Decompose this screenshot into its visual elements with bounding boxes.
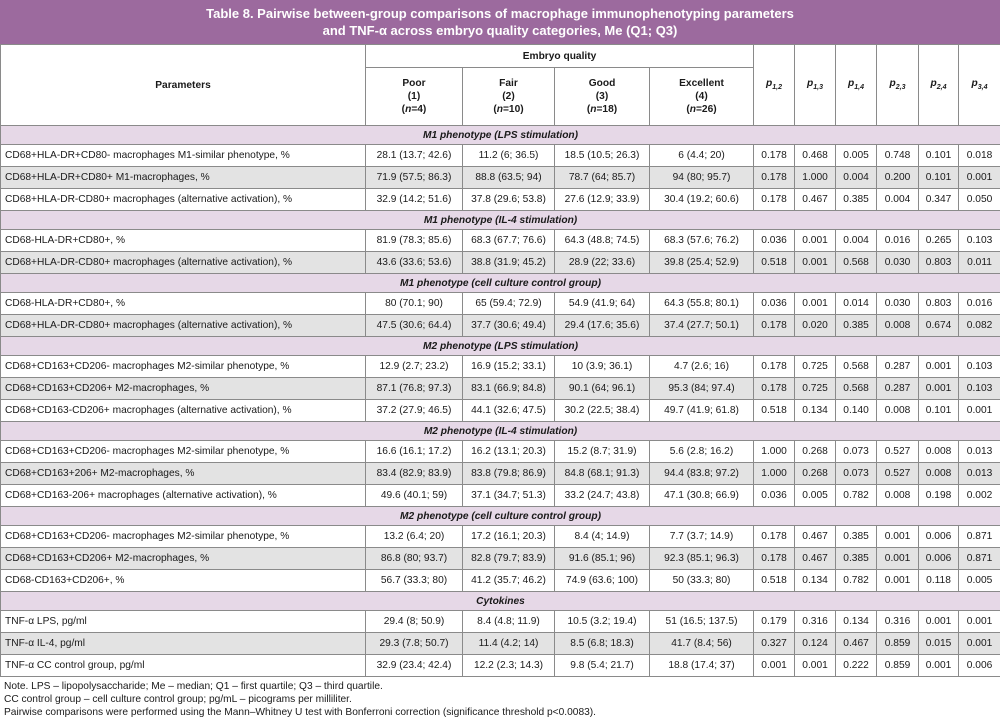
table-row (1, 570, 1000, 592)
p-value-cell: 0.222 (836, 655, 877, 677)
p-value-cell: 0.103 (959, 378, 1000, 400)
median-cell: 8.4 (4.8; 11.9) (463, 611, 555, 633)
median-cell: 32.9 (23.4; 42.4) (366, 655, 463, 677)
p-value-cell: 0.006 (919, 526, 959, 548)
parameter-cell: CD68-HLA-DR+CD80+, % (1, 230, 366, 252)
median-cell: 54.9 (41.9; 64) (555, 293, 650, 315)
median-cell: 83.8 (79.8; 86.9) (463, 463, 555, 485)
p-value-cell: 0.001 (754, 655, 795, 677)
median-cell: 10.5 (3.2; 19.4) (555, 611, 650, 633)
p-value-cell: 1.000 (795, 167, 836, 189)
p-value-cell: 0.101 (919, 145, 959, 167)
note-line-3: Pairwise comparisons were performed using the Mann–Whitney U test with Bonferroni correction (significance threshold p<0.0083). (4, 706, 996, 719)
p-value-cell: 0.871 (959, 526, 1000, 548)
n-symbol: n (497, 104, 503, 115)
median-cell: 5.6 (2.8; 16.2) (650, 441, 754, 463)
p-value-cell: 0.385 (836, 548, 877, 570)
p-value-cell: 0.568 (836, 252, 877, 274)
median-cell: 83.1 (66.9; 84.8) (463, 378, 555, 400)
median-cell: 12.9 (2.7; 23.2) (366, 356, 463, 378)
median-cell: 29.4 (8; 50.9) (366, 611, 463, 633)
p-label: p (766, 78, 772, 89)
column-header-poor (366, 68, 463, 126)
p-value-cell: 0.004 (877, 189, 919, 211)
p-value-cell: 0.178 (754, 315, 795, 337)
p-value-cell: 0.140 (836, 400, 877, 422)
p-value-cell: 0.568 (836, 356, 877, 378)
median-cell: 47.1 (30.8; 66.9) (650, 485, 754, 507)
n-value: =4) (411, 104, 426, 115)
table-row (1, 145, 1000, 167)
column-header-fair (463, 68, 555, 126)
p-label: p (890, 78, 896, 89)
section-title: M1 phenotype (IL-4 stimulation) (1, 211, 1000, 230)
p-value-cell: 0.073 (836, 463, 877, 485)
parameter-cell: CD68+CD163+CD206+ M2-macrophages, % (1, 548, 366, 570)
group-name: Poor (370, 77, 458, 90)
median-cell: 15.2 (8.7; 31.9) (555, 441, 650, 463)
table-row (1, 548, 1000, 570)
median-cell: 13.2 (6.4; 20) (366, 526, 463, 548)
table-row (1, 400, 1000, 422)
p-value-cell: 0.008 (919, 441, 959, 463)
p-value-cell: 0.103 (959, 230, 1000, 252)
median-cell: 74.9 (63.6; 100) (555, 570, 650, 592)
n-symbol: n (590, 104, 596, 115)
median-cell: 9.8 (5.4; 21.7) (555, 655, 650, 677)
note-line-1: Note. LPS – lipopolysaccharide; Me – median; Q1 – first quartile; Q3 – third quartile. (4, 680, 996, 693)
p-value-cell: 0.001 (919, 611, 959, 633)
p-value-cell: 0.005 (795, 485, 836, 507)
p-value-cell: 0.020 (795, 315, 836, 337)
p-value-cell: 0.008 (877, 315, 919, 337)
median-cell: 32.9 (14.2; 51.6) (366, 189, 463, 211)
section-title: M2 phenotype (LPS stimulation) (1, 337, 1000, 356)
section-title: M2 phenotype (IL-4 stimulation) (1, 422, 1000, 441)
p-value-cell: 0.001 (919, 378, 959, 400)
parameter-cell: CD68+CD163+CD206- macrophages M2-similar phenotype, % (1, 356, 366, 378)
p-value-cell: 0.268 (795, 441, 836, 463)
table-row (1, 378, 1000, 400)
p-value-cell: 0.782 (836, 570, 877, 592)
section-header-row (1, 422, 1000, 441)
p-value-cell: 0.134 (836, 611, 877, 633)
p-value-cell: 0.001 (795, 655, 836, 677)
table-title-line-2: and TNF-α across embryo quality categories, Me (Q1; Q3) (0, 22, 1000, 39)
table-row (1, 230, 1000, 252)
p-value-cell: 0.015 (919, 633, 959, 655)
section-title: Cytokines (1, 592, 1000, 611)
column-header-excellent (650, 68, 754, 126)
p-value-cell: 0.178 (754, 356, 795, 378)
p-value-cell: 0.013 (959, 463, 1000, 485)
median-cell: 12.2 (2.3; 14.3) (463, 655, 555, 677)
p-value-cell: 0.124 (795, 633, 836, 655)
median-cell: 68.3 (67.7; 76.6) (463, 230, 555, 252)
p-value-cell: 0.006 (959, 655, 1000, 677)
p-value-cell: 0.001 (877, 526, 919, 548)
section-title: M1 phenotype (cell culture control group) (1, 274, 1000, 293)
p-value-cell: 0.316 (795, 611, 836, 633)
p-value-cell: 0.001 (877, 570, 919, 592)
parameter-cell: CD68-HLA-DR+CD80+, % (1, 293, 366, 315)
p-label: p (848, 78, 854, 89)
section-header-row (1, 274, 1000, 293)
p-value-cell: 1.000 (754, 441, 795, 463)
p-value-cell: 0.050 (959, 189, 1000, 211)
p-value-cell: 0.008 (877, 485, 919, 507)
median-cell: 83.4 (82.9; 83.9) (366, 463, 463, 485)
parameter-cell: CD68+CD163+CD206- macrophages M2-similar phenotype, % (1, 441, 366, 463)
p-value-cell: 0.803 (919, 252, 959, 274)
p-value-cell: 0.527 (877, 463, 919, 485)
median-cell: 49.7 (41.9; 61.8) (650, 400, 754, 422)
p-label: p (972, 78, 978, 89)
p-value-cell: 0.036 (754, 230, 795, 252)
median-cell: 16.2 (13.1; 20.3) (463, 441, 555, 463)
group-n: (n=18) (559, 103, 645, 116)
p-value-cell: 0.467 (836, 633, 877, 655)
p-value-cell: 0.178 (754, 378, 795, 400)
median-cell: 94.4 (83.8; 97.2) (650, 463, 754, 485)
p-value-cell: 0.030 (877, 252, 919, 274)
section-title: M1 phenotype (LPS stimulation) (1, 126, 1000, 145)
median-cell: 8.4 (4; 14.9) (555, 526, 650, 548)
median-cell: 16.9 (15.2; 33.1) (463, 356, 555, 378)
parameter-cell: CD68+HLA-DR+CD80+ M1-macrophages, % (1, 167, 366, 189)
p-value-cell: 0.001 (959, 633, 1000, 655)
p-subscript: 1,3 (813, 85, 823, 92)
median-cell: 17.2 (16.1; 20.3) (463, 526, 555, 548)
group-number: (4) (654, 90, 749, 103)
p-value-cell: 0.005 (836, 145, 877, 167)
p-value-cell: 0.004 (836, 230, 877, 252)
median-cell: 41.7 (8.4; 56) (650, 633, 754, 655)
p-value-cell: 0.001 (795, 252, 836, 274)
column-header-p12 (754, 45, 795, 126)
p-value-cell: 0.030 (877, 293, 919, 315)
p-value-cell: 0.001 (919, 356, 959, 378)
median-cell: 8.5 (6.8; 18.3) (555, 633, 650, 655)
median-cell: 64.3 (55.8; 80.1) (650, 293, 754, 315)
table-row (1, 485, 1000, 507)
median-cell: 82.8 (79.7; 83.9) (463, 548, 555, 570)
median-cell: 30.2 (22.5; 38.4) (555, 400, 650, 422)
median-cell: 30.4 (19.2; 60.6) (650, 189, 754, 211)
table-row (1, 189, 1000, 211)
p-value-cell: 0.036 (754, 293, 795, 315)
parameter-cell: CD68+CD163+CD206- macrophages M2-similar phenotype, % (1, 526, 366, 548)
p-value-cell: 0.178 (754, 189, 795, 211)
median-cell: 43.6 (33.6; 53.6) (366, 252, 463, 274)
group-name: Good (559, 77, 645, 90)
p-value-cell: 0.316 (877, 611, 919, 633)
median-cell: 27.6 (12.9; 33.9) (555, 189, 650, 211)
median-cell: 78.7 (64; 85.7) (555, 167, 650, 189)
median-cell: 4.7 (2.6; 16) (650, 356, 754, 378)
p-value-cell: 0.327 (754, 633, 795, 655)
group-number: (2) (467, 90, 550, 103)
median-cell: 94 (80; 95.7) (650, 167, 754, 189)
group-name: Fair (467, 77, 550, 90)
table-row (1, 293, 1000, 315)
column-header-good (555, 68, 650, 126)
parameter-cell: CD68+CD163-206+ macrophages (alternative activation), % (1, 485, 366, 507)
p-value-cell: 0.134 (795, 570, 836, 592)
parameter-cell: CD68+HLA-DR-CD80+ macrophages (alternative activation), % (1, 315, 366, 337)
section-header-row (1, 592, 1000, 611)
p-value-cell: 0.859 (877, 633, 919, 655)
section-title: M2 phenotype (cell culture control group) (1, 507, 1000, 526)
table-row (1, 655, 1000, 677)
median-cell: 37.4 (27.7; 50.1) (650, 315, 754, 337)
p-value-cell: 0.518 (754, 400, 795, 422)
p-value-cell: 0.001 (959, 611, 1000, 633)
column-header-p23 (877, 45, 919, 126)
median-cell: 7.7 (3.7; 14.9) (650, 526, 754, 548)
p-value-cell: 0.018 (959, 145, 1000, 167)
median-cell: 71.9 (57.5; 86.3) (366, 167, 463, 189)
group-n: (n=10) (467, 103, 550, 116)
median-cell: 64.3 (48.8; 74.5) (555, 230, 650, 252)
median-cell: 29.3 (7.8; 50.7) (366, 633, 463, 655)
median-cell: 92.3 (85.1; 96.3) (650, 548, 754, 570)
p-value-cell: 0.287 (877, 378, 919, 400)
table-title (0, 0, 1000, 44)
median-cell: 28.9 (22; 33.6) (555, 252, 650, 274)
median-cell: 18.5 (10.5; 26.3) (555, 145, 650, 167)
section-header-row (1, 211, 1000, 230)
p-value-cell: 0.103 (959, 356, 1000, 378)
median-cell: 37.8 (29.6; 53.8) (463, 189, 555, 211)
p-value-cell: 0.101 (919, 167, 959, 189)
median-cell: 95.3 (84; 97.4) (650, 378, 754, 400)
p-value-cell: 0.001 (919, 655, 959, 677)
median-cell: 38.8 (31.9; 45.2) (463, 252, 555, 274)
group-number: (3) (559, 90, 645, 103)
median-cell: 80 (70.1; 90) (366, 293, 463, 315)
p-label: p (807, 78, 813, 89)
median-cell: 84.8 (68.1; 91.3) (555, 463, 650, 485)
p-value-cell: 0.013 (959, 441, 1000, 463)
median-cell: 88.8 (63.5; 94) (463, 167, 555, 189)
p-value-cell: 0.134 (795, 400, 836, 422)
p-value-cell: 0.005 (959, 570, 1000, 592)
p-value-cell: 0.748 (877, 145, 919, 167)
n-value: =18) (596, 104, 617, 115)
parameter-cell: CD68+CD163+206+ M2-macrophages, % (1, 463, 366, 485)
table-body (1, 126, 1000, 677)
p-value-cell: 0.568 (836, 378, 877, 400)
p-value-cell: 0.674 (919, 315, 959, 337)
table-notes (0, 677, 1000, 719)
median-cell: 11.2 (6; 36.5) (463, 145, 555, 167)
column-header-p34 (959, 45, 1000, 126)
parameter-cell: TNF-α IL-4, pg/ml (1, 633, 366, 655)
median-cell: 65 (59.4; 72.9) (463, 293, 555, 315)
p-value-cell: 0.265 (919, 230, 959, 252)
median-cell: 16.6 (16.1; 17.2) (366, 441, 463, 463)
median-cell: 49.6 (40.1; 59) (366, 485, 463, 507)
p-value-cell: 0.073 (836, 441, 877, 463)
median-cell: 39.8 (25.4; 52.9) (650, 252, 754, 274)
p-subscript: 2,4 (937, 85, 947, 92)
p-value-cell: 0.527 (877, 441, 919, 463)
table-row (1, 526, 1000, 548)
median-cell: 11.4 (4.2; 14) (463, 633, 555, 655)
parameter-cell: CD68+CD163+CD206+ M2-macrophages, % (1, 378, 366, 400)
group-name: Excellent (654, 77, 749, 90)
note-line-2: CC control group – cell culture control group; pg/mL – picograms per milliliter. (4, 693, 996, 706)
p-value-cell: 0.178 (754, 548, 795, 570)
p-value-cell: 0.179 (754, 611, 795, 633)
p-value-cell: 0.782 (836, 485, 877, 507)
column-header-p13 (795, 45, 836, 126)
median-cell: 56.7 (33.3; 80) (366, 570, 463, 592)
p-value-cell: 0.859 (877, 655, 919, 677)
column-header-p14 (836, 45, 877, 126)
p-subscript: 2,3 (896, 85, 906, 92)
group-n: (n=4) (370, 103, 458, 116)
table-row (1, 633, 1000, 655)
parameter-cell: CD68+HLA-DR-CD80+ macrophages (alternative activation), % (1, 252, 366, 274)
section-header-row (1, 507, 1000, 526)
n-symbol: n (690, 104, 696, 115)
p-value-cell: 0.467 (795, 189, 836, 211)
median-cell: 81.9 (78.3; 85.6) (366, 230, 463, 252)
p-value-cell: 0.178 (754, 145, 795, 167)
median-cell: 29.4 (17.6; 35.6) (555, 315, 650, 337)
p-value-cell: 0.803 (919, 293, 959, 315)
p-value-cell: 0.001 (795, 230, 836, 252)
p-value-cell: 0.006 (919, 548, 959, 570)
p-value-cell: 0.101 (919, 400, 959, 422)
p-value-cell: 0.385 (836, 315, 877, 337)
p-value-cell: 0.268 (795, 463, 836, 485)
p-value-cell: 0.287 (877, 356, 919, 378)
p-value-cell: 0.001 (959, 400, 1000, 422)
p-value-cell: 0.016 (877, 230, 919, 252)
n-value: =10) (503, 104, 524, 115)
median-cell: 86.8 (80; 93.7) (366, 548, 463, 570)
median-cell: 87.1 (76.8; 97.3) (366, 378, 463, 400)
group-n: (n=26) (654, 103, 749, 116)
p-value-cell: 0.467 (795, 526, 836, 548)
data-table (0, 44, 1000, 677)
median-cell: 50 (33.3; 80) (650, 570, 754, 592)
section-header-row (1, 337, 1000, 356)
p-value-cell: 0.014 (836, 293, 877, 315)
p-value-cell: 0.036 (754, 485, 795, 507)
p-value-cell: 0.178 (754, 526, 795, 548)
p-value-cell: 0.001 (959, 167, 1000, 189)
table-row (1, 167, 1000, 189)
median-cell: 47.5 (30.6; 64.4) (366, 315, 463, 337)
parameter-cell: TNF-α LPS, pg/ml (1, 611, 366, 633)
column-header-embryo-quality: Embryo quality (366, 45, 754, 68)
p-value-cell: 0.016 (959, 293, 1000, 315)
table-row (1, 252, 1000, 274)
p-value-cell: 0.871 (959, 548, 1000, 570)
parameter-cell: CD68+CD163-CD206+ macrophages (alternative activation), % (1, 400, 366, 422)
median-cell: 51 (16.5; 137.5) (650, 611, 754, 633)
p-subscript: 3,4 (978, 85, 988, 92)
group-number: (1) (370, 90, 458, 103)
median-cell: 28.1 (13.7; 42.6) (366, 145, 463, 167)
median-cell: 18.8 (17.4; 37) (650, 655, 754, 677)
p-value-cell: 0.011 (959, 252, 1000, 274)
column-header-parameters: Parameters (1, 45, 366, 126)
p-subscript: 1,2 (772, 85, 782, 92)
n-value: =26) (696, 104, 717, 115)
table-title-line-1: Table 8. Pairwise between-group comparisons of macrophage immunophenotyping parameters (0, 5, 1000, 22)
table-row (1, 356, 1000, 378)
p-value-cell: 0.178 (754, 167, 795, 189)
table-row (1, 315, 1000, 337)
parameter-cell: CD68+HLA-DR+CD80- macrophages M1-similar phenotype, % (1, 145, 366, 167)
median-cell: 33.2 (24.7; 43.8) (555, 485, 650, 507)
p-label: p (931, 78, 937, 89)
p-value-cell: 0.725 (795, 378, 836, 400)
median-cell: 6 (4.4; 20) (650, 145, 754, 167)
p-value-cell: 0.200 (877, 167, 919, 189)
p-value-cell: 0.468 (795, 145, 836, 167)
p-value-cell: 0.385 (836, 526, 877, 548)
table-row (1, 463, 1000, 485)
p-value-cell: 0.518 (754, 252, 795, 274)
p-value-cell: 0.001 (877, 548, 919, 570)
p-value-cell: 0.008 (919, 463, 959, 485)
p-value-cell: 0.347 (919, 189, 959, 211)
median-cell: 37.7 (30.6; 49.4) (463, 315, 555, 337)
p-value-cell: 0.725 (795, 356, 836, 378)
p-value-cell: 0.385 (836, 189, 877, 211)
median-cell: 41.2 (35.7; 46.2) (463, 570, 555, 592)
p-value-cell: 0.118 (919, 570, 959, 592)
p-value-cell: 1.000 (754, 463, 795, 485)
median-cell: 44.1 (32.6; 47.5) (463, 400, 555, 422)
p-value-cell: 0.198 (919, 485, 959, 507)
median-cell: 37.1 (34.7; 51.3) (463, 485, 555, 507)
parameter-cell: CD68-CD163+CD206+, % (1, 570, 366, 592)
p-value-cell: 0.008 (877, 400, 919, 422)
p-subscript: 1,4 (854, 85, 864, 92)
median-cell: 37.2 (27.9; 46.5) (366, 400, 463, 422)
median-cell: 90.1 (64; 96.1) (555, 378, 650, 400)
parameter-cell: TNF-α CC control group, pg/ml (1, 655, 366, 677)
section-header-row (1, 126, 1000, 145)
p-value-cell: 0.004 (836, 167, 877, 189)
parameter-cell: CD68+HLA-DR-CD80+ macrophages (alternative activation), % (1, 189, 366, 211)
p-value-cell: 0.518 (754, 570, 795, 592)
column-header-p24 (919, 45, 959, 126)
p-value-cell: 0.082 (959, 315, 1000, 337)
median-cell: 10 (3.9; 36.1) (555, 356, 650, 378)
table-row (1, 441, 1000, 463)
table-row (1, 611, 1000, 633)
median-cell: 91.6 (85.1; 96) (555, 548, 650, 570)
median-cell: 68.3 (57.6; 76.2) (650, 230, 754, 252)
p-value-cell: 0.002 (959, 485, 1000, 507)
p-value-cell: 0.001 (795, 293, 836, 315)
n-symbol: n (405, 104, 411, 115)
p-value-cell: 0.467 (795, 548, 836, 570)
